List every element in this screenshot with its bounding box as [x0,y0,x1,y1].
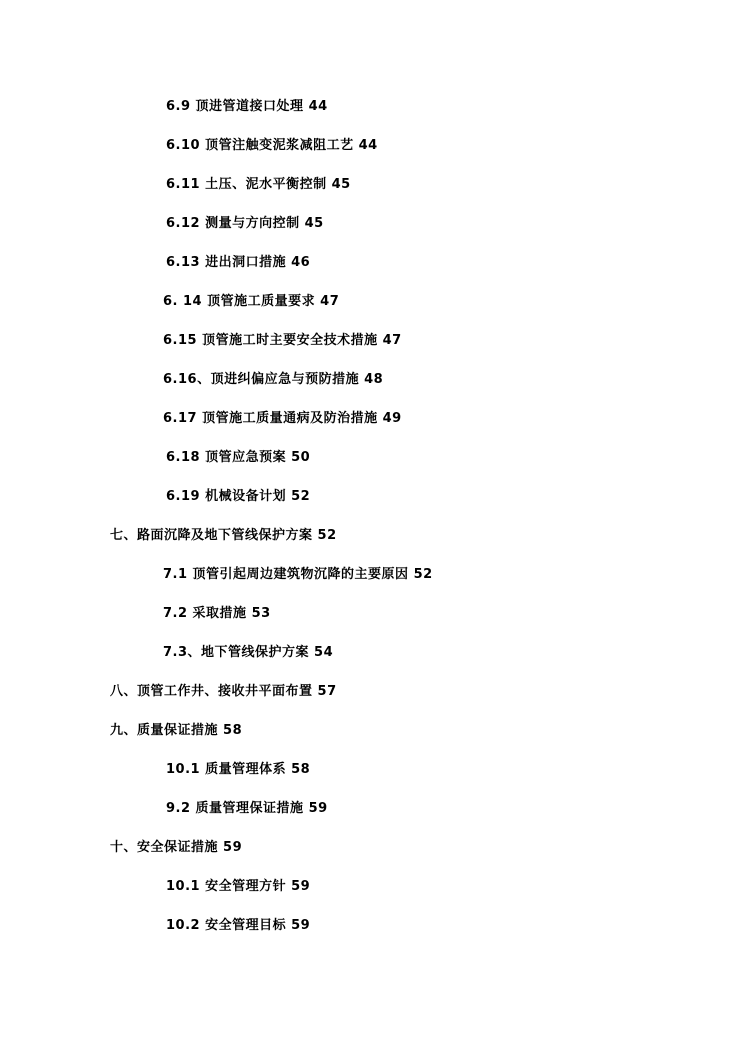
toc-entry: 7.1 顶管引起周边建筑物沉降的主要原因 52 [163,567,433,582]
toc-entry: 6.12 测量与方向控制 45 [166,216,324,231]
toc-entry: 6.9 顶进管道接口处理 44 [166,99,328,114]
toc-entry: 7.2 采取措施 53 [163,606,271,621]
toc-chapter-entry: 十、安全保证措施 59 [110,840,243,855]
toc-entry: 6.16、顶进纠偏应急与预防措施 48 [163,372,384,387]
toc-chapter-entry: 七、路面沉降及地下管线保护方案 52 [110,528,337,543]
toc-entry: 6.15 顶管施工时主要安全技术措施 47 [163,333,402,348]
toc-entry: 9.2 质量管理保证措施 59 [166,801,328,816]
toc-entry: 10.2 安全管理目标 59 [166,918,311,933]
toc-entry: 6.19 机械设备计划 52 [166,489,311,504]
toc-chapter-entry: 九、质量保证措施 58 [110,723,243,738]
toc-entry: 10.1 质量管理体系 58 [166,762,311,777]
toc-entry: 6.10 顶管注触变泥浆减阻工艺 44 [166,138,378,153]
toc-entry: 7.3、地下管线保护方案 54 [163,645,334,660]
toc-entry: 6.17 顶管施工质量通病及防治措施 49 [163,411,402,426]
toc-chapter-entry: 八、顶管工作井、接收井平面布置 57 [110,684,337,699]
toc-entry: 6. 14 顶管施工质量要求 47 [163,294,340,309]
toc-entry: 6.13 进出洞口措施 46 [166,255,311,270]
toc-entry: 10.1 安全管理方针 59 [166,879,311,894]
toc-entry: 6.18 顶管应急预案 50 [166,450,311,465]
toc-entry: 6.11 土压、泥水平衡控制 45 [166,177,351,192]
